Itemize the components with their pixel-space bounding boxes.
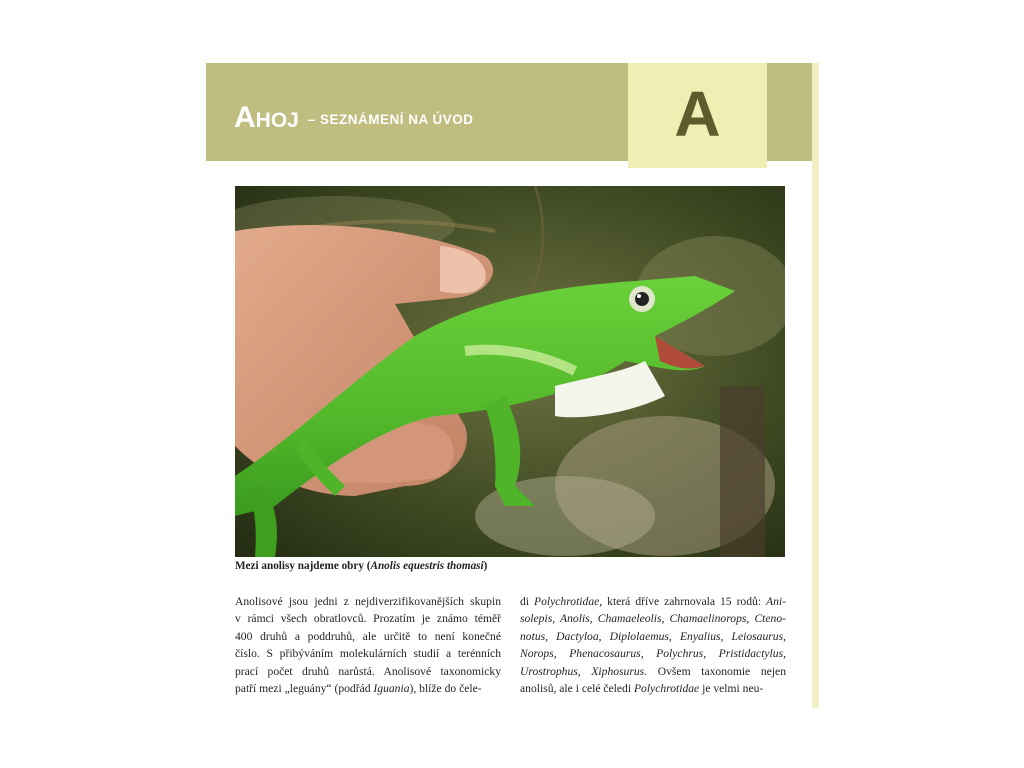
caption-close: ) <box>483 560 488 572</box>
chapter-title-sub: – SEZNÁMENÍ NA ÚVOD <box>307 112 474 127</box>
italic-term: Norops, Phenacosaurus, Polychrus, Pristidactylus, <box>520 647 786 661</box>
text-run: v rámci všech obratlovců. Prozatím je známo téměř <box>235 612 501 626</box>
italic-term: Ani- <box>766 595 786 608</box>
italic-term: notus, Dactyloa, Diplolaemus, Enyalius, Leiosaurus, <box>520 629 786 643</box>
text-run: di <box>520 595 535 608</box>
body-line <box>235 593 501 610</box>
body-line <box>235 610 501 627</box>
body-line <box>520 610 786 627</box>
chapter-title-main: Ahoj <box>234 101 299 134</box>
text-run: 400 druhů a poddruhů, ale určitě to není konečné <box>235 629 501 643</box>
italic-term: Polychrotidae <box>633 681 700 695</box>
text-run: číslo. S přibýváním molekulárních studií a terénních <box>235 647 501 661</box>
caption-text: Mezi anolisy najdeme obry ( <box>235 560 371 572</box>
caption-species: Anolis equestris thomasi <box>370 560 484 572</box>
text-run: ), blíže do čele- <box>409 681 482 695</box>
body-line <box>235 663 501 680</box>
body-line <box>520 680 786 697</box>
body-line <box>520 593 786 610</box>
text-run: Anolisové jsou jedni z nejdiverzifikovanějších skupin <box>235 595 501 608</box>
photo-caption <box>235 560 795 573</box>
body-line <box>235 645 501 662</box>
body-line <box>520 663 786 680</box>
chapter-letter: A <box>674 78 721 150</box>
body-column-right <box>520 593 786 697</box>
text-run: prací počet druhů narůstá. Anolisové taxonomicky <box>235 664 501 678</box>
text-run: je velmi neu- <box>699 681 764 695</box>
italic-term: Polychrotidae <box>534 595 600 608</box>
body-line <box>235 628 501 645</box>
lizard-photo <box>235 186 785 557</box>
text-run: . Ovšem taxonomie nejen <box>644 664 786 678</box>
page-edge-strip <box>812 63 819 708</box>
chapter-title <box>234 100 474 133</box>
body-column-left <box>235 593 501 697</box>
italic-term: Iguania <box>373 681 410 695</box>
text-run: anolisů, ale i celé čeledi <box>520 681 634 695</box>
italic-term: Urostrophus, Xiphosurus <box>520 664 645 678</box>
text-run: , která dříve zahrnovala 15 rodů: <box>599 595 767 608</box>
italic-term: solepis, Anolis, Chamaeleolis, Chamaelinorops, Ctenо- <box>520 612 786 626</box>
body-line <box>235 680 501 697</box>
body-line <box>520 645 786 662</box>
text-run: patří mezi „leguány“ (podřád <box>235 681 374 695</box>
body-line <box>520 628 786 645</box>
